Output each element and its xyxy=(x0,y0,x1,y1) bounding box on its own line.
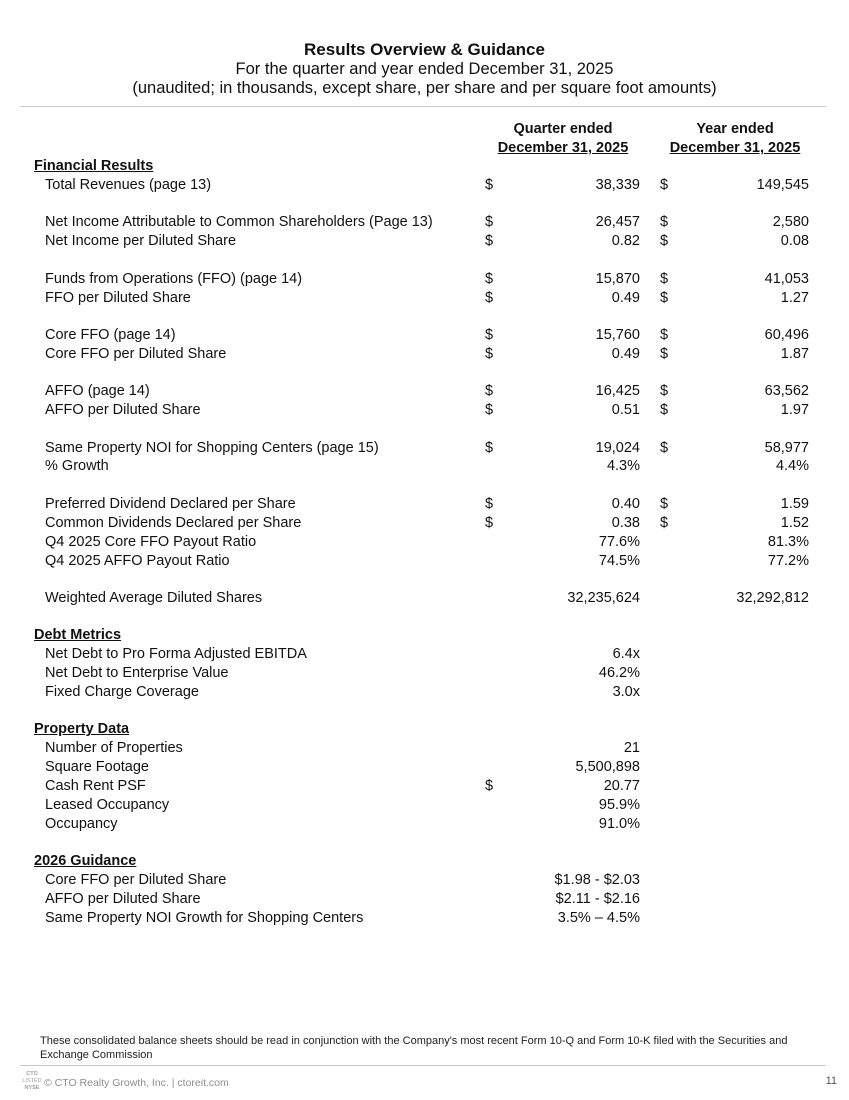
section-label: 2026 Guidance xyxy=(34,853,137,870)
year-value: 81.3% xyxy=(767,533,809,550)
row-label: FFO per Diluted Share xyxy=(45,289,191,306)
row-label: Core FFO per Diluted Share xyxy=(45,345,227,362)
section-heading xyxy=(0,626,849,645)
year-value: 1.87 xyxy=(780,345,809,362)
quarter-value: 77.6% xyxy=(598,533,640,550)
quarter-value: 0.49 xyxy=(611,289,640,306)
section-label: Financial Results xyxy=(34,158,154,174)
year-dollar-sign: $ xyxy=(660,176,669,193)
quarter-value: 15,870 xyxy=(595,270,640,287)
quarter-value: 74.5% xyxy=(598,552,640,569)
quarter-value: 16,425 xyxy=(595,383,640,400)
quarter-value: 5,500,898 xyxy=(575,759,640,776)
section-heading xyxy=(0,720,849,739)
table-row xyxy=(0,326,849,345)
year-value: 4.4% xyxy=(775,458,809,475)
year-dollar-sign: $ xyxy=(660,289,669,306)
year-dollar-sign: $ xyxy=(660,214,669,231)
year-dollar-sign: $ xyxy=(660,345,669,362)
table-row xyxy=(0,495,849,514)
row-label: AFFO per Diluted Share xyxy=(45,891,201,908)
quarter-value: 4.3% xyxy=(606,458,640,475)
table-row xyxy=(0,401,849,420)
table-row xyxy=(0,514,849,533)
quarter-value: 6.4x xyxy=(612,646,640,663)
row-label: Q4 2025 AFFO Payout Ratio xyxy=(45,552,230,569)
logo-line1: CTO xyxy=(26,1071,38,1077)
quarter-column-header xyxy=(483,120,643,158)
quarter-value: 3.0x xyxy=(612,684,640,700)
quarter-value: 46.2% xyxy=(598,665,640,682)
table-row xyxy=(0,345,849,364)
row-label: % Growth xyxy=(45,458,109,475)
table-row xyxy=(0,890,849,909)
row-label: Net Income Attributable to Common Shareholders (Page 13) xyxy=(45,214,433,231)
year-dollar-sign: $ xyxy=(660,402,669,419)
quarter-value: 0.49 xyxy=(611,345,640,362)
year-dollar-sign: $ xyxy=(660,514,669,531)
row-label: Number of Properties xyxy=(45,740,183,757)
year-dollar-sign: $ xyxy=(660,383,669,400)
quarter-dollar-sign: $ xyxy=(485,214,494,231)
quarter-header-line2: December 31, 2025 xyxy=(497,140,629,156)
row-label: Occupancy xyxy=(45,815,118,832)
logo-line2: LISTED xyxy=(22,1078,42,1084)
row-label: Net Debt to Enterprise Value xyxy=(45,665,229,682)
row-label: Leased Occupancy xyxy=(45,797,170,813)
quarter-value: 0.51 xyxy=(611,402,640,419)
row-label: Cash Rent PSF xyxy=(45,778,146,795)
quarter-value: 91.0% xyxy=(598,815,640,832)
row-label: Core FFO (page 14) xyxy=(45,326,176,343)
table-row xyxy=(0,289,849,308)
year-value: 2,580 xyxy=(772,214,809,231)
table-row xyxy=(0,777,849,796)
row-label: Square Footage xyxy=(45,759,149,776)
table-row xyxy=(0,758,849,777)
quarter-dollar-sign: $ xyxy=(485,495,494,512)
year-value: 149,545 xyxy=(756,176,809,193)
row-label: Total Revenues (page 13) xyxy=(45,176,212,193)
quarter-dollar-sign: $ xyxy=(485,778,494,795)
row-label: Same Property NOI for Shopping Centers (page 15) xyxy=(45,439,379,456)
bottom-divider xyxy=(20,1065,826,1066)
year-dollar-sign: $ xyxy=(660,495,669,512)
table-row xyxy=(0,909,849,928)
quarter-dollar-sign: $ xyxy=(485,439,494,456)
year-value: 60,496 xyxy=(764,326,809,343)
row-label: Common Dividends Declared per Share xyxy=(45,514,302,531)
quarter-value: 32,235,624 xyxy=(567,589,640,606)
year-value: 1.97 xyxy=(780,402,809,419)
year-value: 32,292,812 xyxy=(736,589,809,606)
table-row xyxy=(0,270,849,289)
section-label: Property Data xyxy=(34,721,130,738)
year-value: 0.08 xyxy=(780,233,809,250)
logo-line3: NYSE xyxy=(24,1085,40,1091)
cto-nyse-logo xyxy=(22,1071,42,1092)
quarter-value: $1.98 - $2.03 xyxy=(554,872,640,889)
table-row xyxy=(0,439,849,458)
quarter-value: 26,457 xyxy=(595,214,640,231)
table-row xyxy=(0,739,849,758)
quarter-value: 0.38 xyxy=(611,514,640,531)
quarter-value: 38,339 xyxy=(595,176,640,193)
table-row xyxy=(0,213,849,232)
quarter-dollar-sign: $ xyxy=(485,402,494,419)
quarter-dollar-sign: $ xyxy=(485,383,494,400)
table-row xyxy=(0,589,849,608)
table-row xyxy=(0,645,849,664)
page-number: 11 xyxy=(825,1075,837,1087)
quarter-value: 3.5% – 4.5% xyxy=(557,910,640,926)
quarter-dollar-sign: $ xyxy=(485,514,494,531)
table-row xyxy=(0,176,849,195)
quarter-header-line1: Quarter ended xyxy=(513,121,613,137)
year-dollar-sign: $ xyxy=(660,270,669,287)
page-note: (unaudited; in thousands, except share, per share and per square foot amounts) xyxy=(132,79,717,97)
table-row xyxy=(0,683,849,702)
section-heading xyxy=(0,852,849,871)
quarter-value: 19,024 xyxy=(595,439,640,456)
quarter-dollar-sign: $ xyxy=(485,345,494,362)
table-row xyxy=(0,664,849,683)
quarter-value: $2.11 - $2.16 xyxy=(555,891,640,908)
table-row xyxy=(0,796,849,815)
table-row xyxy=(0,457,849,476)
year-column-header xyxy=(657,120,813,158)
year-dollar-sign: $ xyxy=(660,439,669,456)
row-label: Funds from Operations (FFO) (page 14) xyxy=(45,270,303,287)
table-row xyxy=(0,871,849,890)
table-row xyxy=(0,533,849,552)
quarter-dollar-sign: $ xyxy=(485,233,494,250)
year-value: 41,053 xyxy=(764,270,809,287)
quarter-dollar-sign: $ xyxy=(485,176,494,193)
year-value: 1.52 xyxy=(780,514,809,531)
year-dollar-sign: $ xyxy=(660,233,669,250)
row-label: AFFO per Diluted Share xyxy=(45,402,201,419)
quarter-dollar-sign: $ xyxy=(485,270,494,287)
year-value: 1.59 xyxy=(780,495,809,512)
row-label: Net Income per Diluted Share xyxy=(45,233,237,250)
year-header-line2: December 31, 2025 xyxy=(669,140,801,156)
row-label: Core FFO per Diluted Share xyxy=(45,872,227,889)
row-label: Q4 2025 Core FFO Payout Ratio xyxy=(45,533,257,550)
quarter-value: 21 xyxy=(623,740,640,757)
row-label: Same Property NOI Growth for Shopping Centers xyxy=(45,910,364,926)
year-value: 77.2% xyxy=(767,552,809,569)
footnote: These consolidated balance sheets should be read in conjunction with the Company's most recent Form 10-Q and Form 10-K filed with the Securities and Exchange Commission xyxy=(40,1035,788,1061)
table-row xyxy=(0,382,849,401)
copyright: © CTO Realty Growth, Inc. | ctoreit.com xyxy=(44,1077,229,1089)
quarter-value: 0.82 xyxy=(611,233,640,250)
quarter-value: 95.9% xyxy=(598,797,640,813)
section-heading xyxy=(0,157,849,176)
year-dollar-sign: $ xyxy=(660,326,669,343)
table-row xyxy=(0,552,849,571)
row-label: Net Debt to Pro Forma Adjusted EBITDA xyxy=(45,646,307,663)
row-label: Preferred Dividend Declared per Share xyxy=(45,495,296,512)
year-value: 63,562 xyxy=(764,383,809,400)
year-header-line1: Year ended xyxy=(696,121,774,137)
quarter-dollar-sign: $ xyxy=(485,289,494,306)
top-divider xyxy=(20,106,826,107)
title-block xyxy=(0,40,849,98)
quarter-value: 0.40 xyxy=(611,495,640,512)
row-label: AFFO (page 14) xyxy=(45,383,150,400)
page-title: Results Overview & Guidance xyxy=(304,40,545,59)
year-value: 58,977 xyxy=(764,439,809,456)
page-subtitle: For the quarter and year ended December 31, 2025 xyxy=(235,60,614,78)
quarter-dollar-sign: $ xyxy=(485,326,494,343)
quarter-value: 20.77 xyxy=(603,778,640,795)
table-row xyxy=(0,815,849,834)
section-label: Debt Metrics xyxy=(34,627,122,644)
table-row xyxy=(0,232,849,251)
row-label: Fixed Charge Coverage xyxy=(45,684,199,700)
quarter-value: 15,760 xyxy=(595,326,640,343)
row-label: Weighted Average Diluted Shares xyxy=(45,589,263,606)
year-value: 1.27 xyxy=(780,289,809,306)
